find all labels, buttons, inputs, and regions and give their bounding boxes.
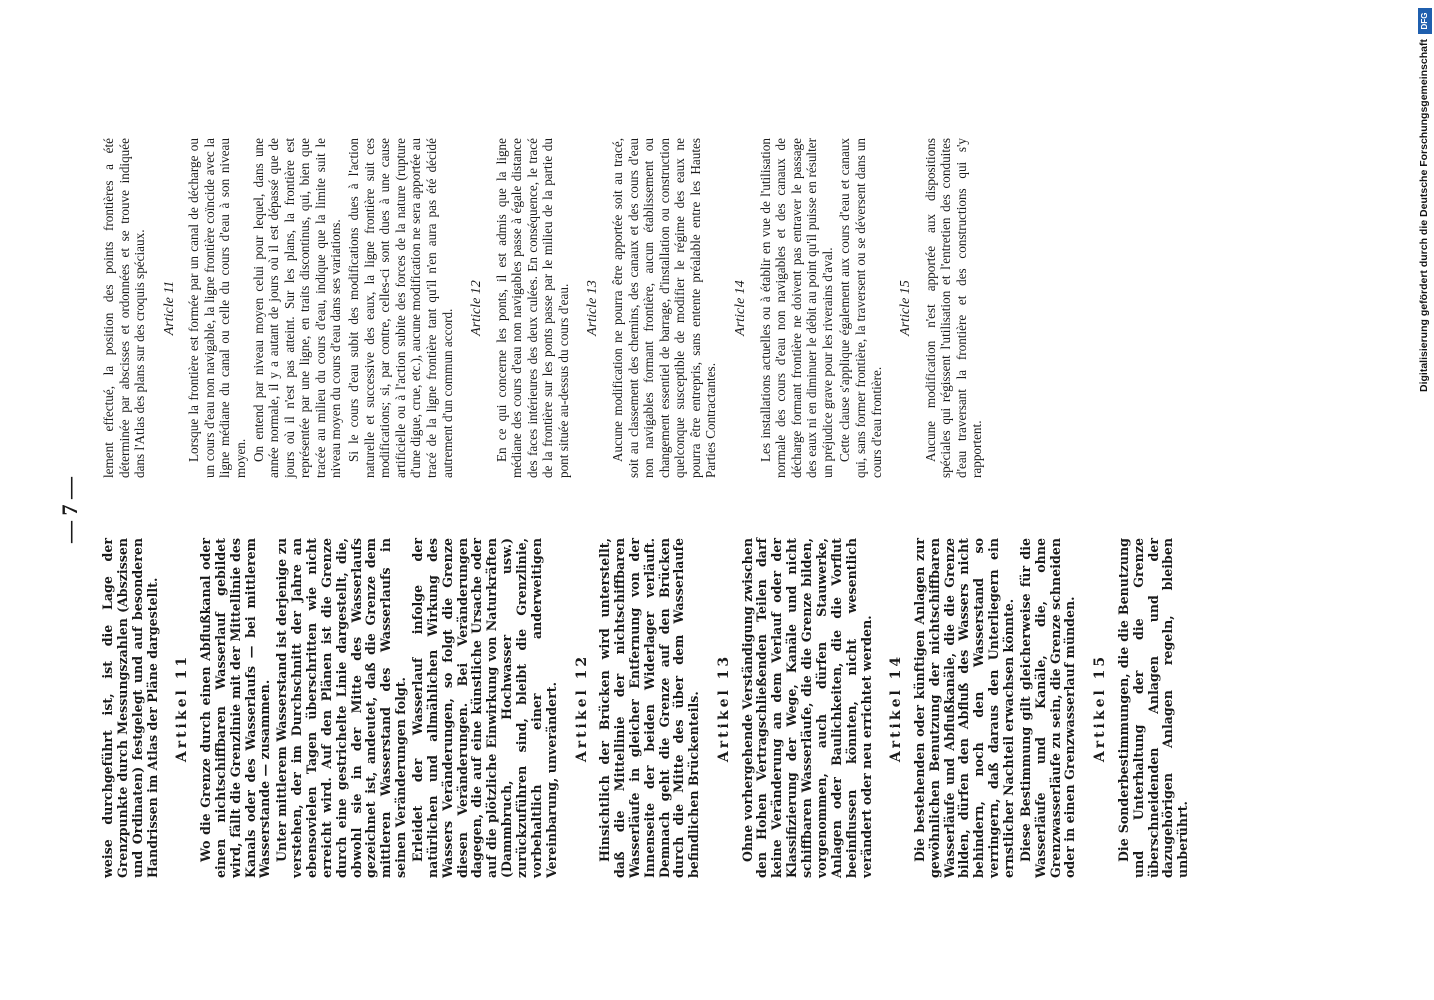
page-number: — 7 — <box>57 477 82 543</box>
french-article-15-heading: Article 15 <box>898 280 914 336</box>
french-article-11-para-2: On entend par niveau moyen celui pour lequel, dans une année normale, il y a autant de jours où il est dépassé que de jours où il n'est pas atteint. Sur les plans, la frontière est représentée par une ligne, en traits discontinus, qui, bien que tracée au milieu du cours d'eau, indique que la limite suit le niveau moyen du cours d'eau dans ses variations. <box>250 138 344 478</box>
german-article-12-para-1: Hinsichtlich der Brücken wird unterstellt, daß die Mittellinie der nichtschiffbaren Wasserläufe in gleicher Entfernung von der Innenseite der beiden Widerlager verläuft. Demnach geht die Grenze auf den Brücken durch die Mitte des über dem Wasserlaufe befindlichen Brückenteils. <box>597 538 702 878</box>
french-article-12-heading: Article 12 <box>469 280 485 336</box>
french-article-14-heading: Article 14 <box>733 280 749 336</box>
digitization-credit-text: Digitalisierung gefördert durch die Deutsche Forschungsgemeinschaft <box>1418 39 1430 392</box>
french-article-15-para-1: Aucune modification n'est apportée aux dispositions spéciales qui régissent l'utilisation et l'entretien des conduites d'eau traversant la frontière et des constructions qui s'y rapportent. <box>922 138 985 478</box>
german-column <box>101 538 1191 878</box>
german-article-12-heading: Artikel 12 <box>573 653 590 763</box>
german-article-15-para-1: Die Sonderbestimmungen, die die Benutzung und Unterhaltung der die Grenze überschneidenden Anlagen und der dazugehörigen Anlagen regeln, bleiben unberührt. <box>1115 538 1191 878</box>
rotated-page <box>5 30 1395 990</box>
french-article-13-heading: Article 13 <box>585 280 601 336</box>
german-article-14-heading: Artikel 14 <box>888 653 905 763</box>
german-article-13-heading: Artikel 13 <box>716 653 733 763</box>
german-intro: weise durchgeführt ist, ist die Lage der Grenzpunkte durch Messungszahlen (Abszissen und Ordinaten) festgelegt und auf besonderen Handrissen im Atlas der Pläne dargestellt. <box>100 538 160 878</box>
german-article-11-heading: Artikel 11 <box>174 653 191 763</box>
french-article-11-heading: Article 11 <box>161 280 177 336</box>
digitization-credit-strip <box>1410 0 1434 1000</box>
french-article-14-para-2: Cette clause s'applique également aux cours d'eau et canaux qui, sans former frontière, la traversent ou se déversent dans un cours d'eau frontière. <box>837 138 884 478</box>
german-article-11-para-2: Unter mittlerem Wasserstand ist derjenige zu verstehen, der im Durchschnitt der Jahre an ebensovielen Tagen überschritten wie nicht erreicht wird. Auf den Plänen ist die Grenze durch eine gestrichelte Linie dargestellt, die, obwohl sie in der Mitte des Wasserlaufs gezeichnet ist, andeutet, daß die Grenze dem mittleren Wasserstand des Wasserlaufs in seinen Veränderungen folgt. <box>274 538 409 878</box>
french-article-12-para-1: En ce qui concerne les ponts, il est admis que la ligne médiane des cours d'eau non navigables passe à égale distance des faces intérieures des deux culées. En conséquence, le tracé de la frontière sur les ponts passe par le milieu de la partie du pont située au-dessus du cours d'eau. <box>493 138 571 478</box>
french-article-11-para-1: Lorsque la frontière est formée par un canal de décharge ou un cours d'eau non navigable, la ligne frontière coïncide avec la ligne médiane du canal ou celle du cours d'eau à son niveau moyen. <box>186 138 248 478</box>
german-article-14-para-2: Diese Bestimmung gilt gleicherweise für die Wasserläufe und Kanäle, die, ohne Grenzwasserläufe zu sein, die Grenze schneiden oder in einen Grenzwasserlauf münden. <box>1017 538 1078 878</box>
dfg-logo <box>1418 8 1432 34</box>
french-article-14-para-1: Les installations actuelles ou à établir en vue de l'utilisation normale des cours d'eau non navigables et des canaux de décharge formant frontière ne doivent pas entraver le passage des eaux ni en diminuer le débit au point qu'il puisse en résulter un préjudice grave pour les riverains d'aval. <box>757 138 835 478</box>
german-article-11-para-3: Erleidet der Wasserlauf infolge der natürlichen und allmählichen Wirkung des Wassers Veränderungen, so folgt die Grenze diesen Veränderungen. Bei Veränderungen dagegen, die auf eine künstliche Ursache oder auf die plötzliche Einwirkung von Naturkräften (Dammbruch, Hochwasser usw.) zurückzuführen sind, bleibt die Grenzlinie, vorbehaltlich einer anderweitigen Vereinbarung, unverändert. <box>409 538 559 878</box>
french-article-13-para-1: Aucune modification ne pourra être apportée soit au tracé, soit au classement des chemins, des canaux et des cours d'eau non navigables formant frontière, aucun établissement ou changement essentiel de barrage, d'installation ou construction quelconque susceptible de modifier le régime des eaux ne pourra être entrepris, sans entente préalable entre les Hautes Parties Contractantes. <box>610 138 719 478</box>
german-article-13-para-1: Ohne vorhergehende Verständigung zwischen den Hohen Vertragschließenden Teilen darf keine Veränderung an dem Verlauf oder der Klassifizierung der Wege, Kanäle und nicht schiffbaren Wasserläufe, die die Grenze bilden, vorgenommen, auch dürfen Stauwerke, Anlagen oder Baulichkeiten, die die Vorflut beeinflussen könnten, nicht wesentlich verändert oder neu errichtet werden. <box>739 538 874 878</box>
german-article-15-heading: Artikel 15 <box>1092 653 1109 763</box>
german-article-11-para-1: Wo die Grenze durch einen Abflußkanal oder einen nichtschiffbaren Wasserlauf gebildet wird, fällt die Grenzlinie mit der Mittellinie des Kanals oder des Wasserlaufs — bei mittlerem Wasserstande — zusammen. <box>197 538 273 878</box>
french-column <box>101 138 985 478</box>
dfg-logo-text: DFG <box>1420 12 1429 30</box>
french-article-11-para-3: Si le cours d'eau subit des modifications dues à l'action naturelle et successive des eaux, la ligne frontière suit ces modifications; si, par contre, celles-ci sont dues à une cause artificielle ou à l'action subite des forces de la nature (rupture d'une digue, crue, etc.), aucune modification ne sera apportée au tracé de la ligne frontière tant qu'il n'en aura pas été décidé autrement d'un commun accord. <box>346 138 455 478</box>
german-article-14-para-1: Die bestehenden oder künftigen Anlagen zur gewöhnlichen Benutzung der nichtschiffbaren Wasserläufe und Abflußkanäle, die die Grenze bilden, dürfen den Abfluß des Wassers nicht behindern, noch den Wasserstand so verringern, daß daraus den Unterliegern ein ernstlicher Nachteil erwachsen könnte. <box>911 538 1017 878</box>
french-intro: lement effectué, la position des points frontières a été déterminée par abscisses et ordonnées et se trouve indiquée dans l'Atlas des plans sur des croquis spéciaux. <box>101 138 148 478</box>
